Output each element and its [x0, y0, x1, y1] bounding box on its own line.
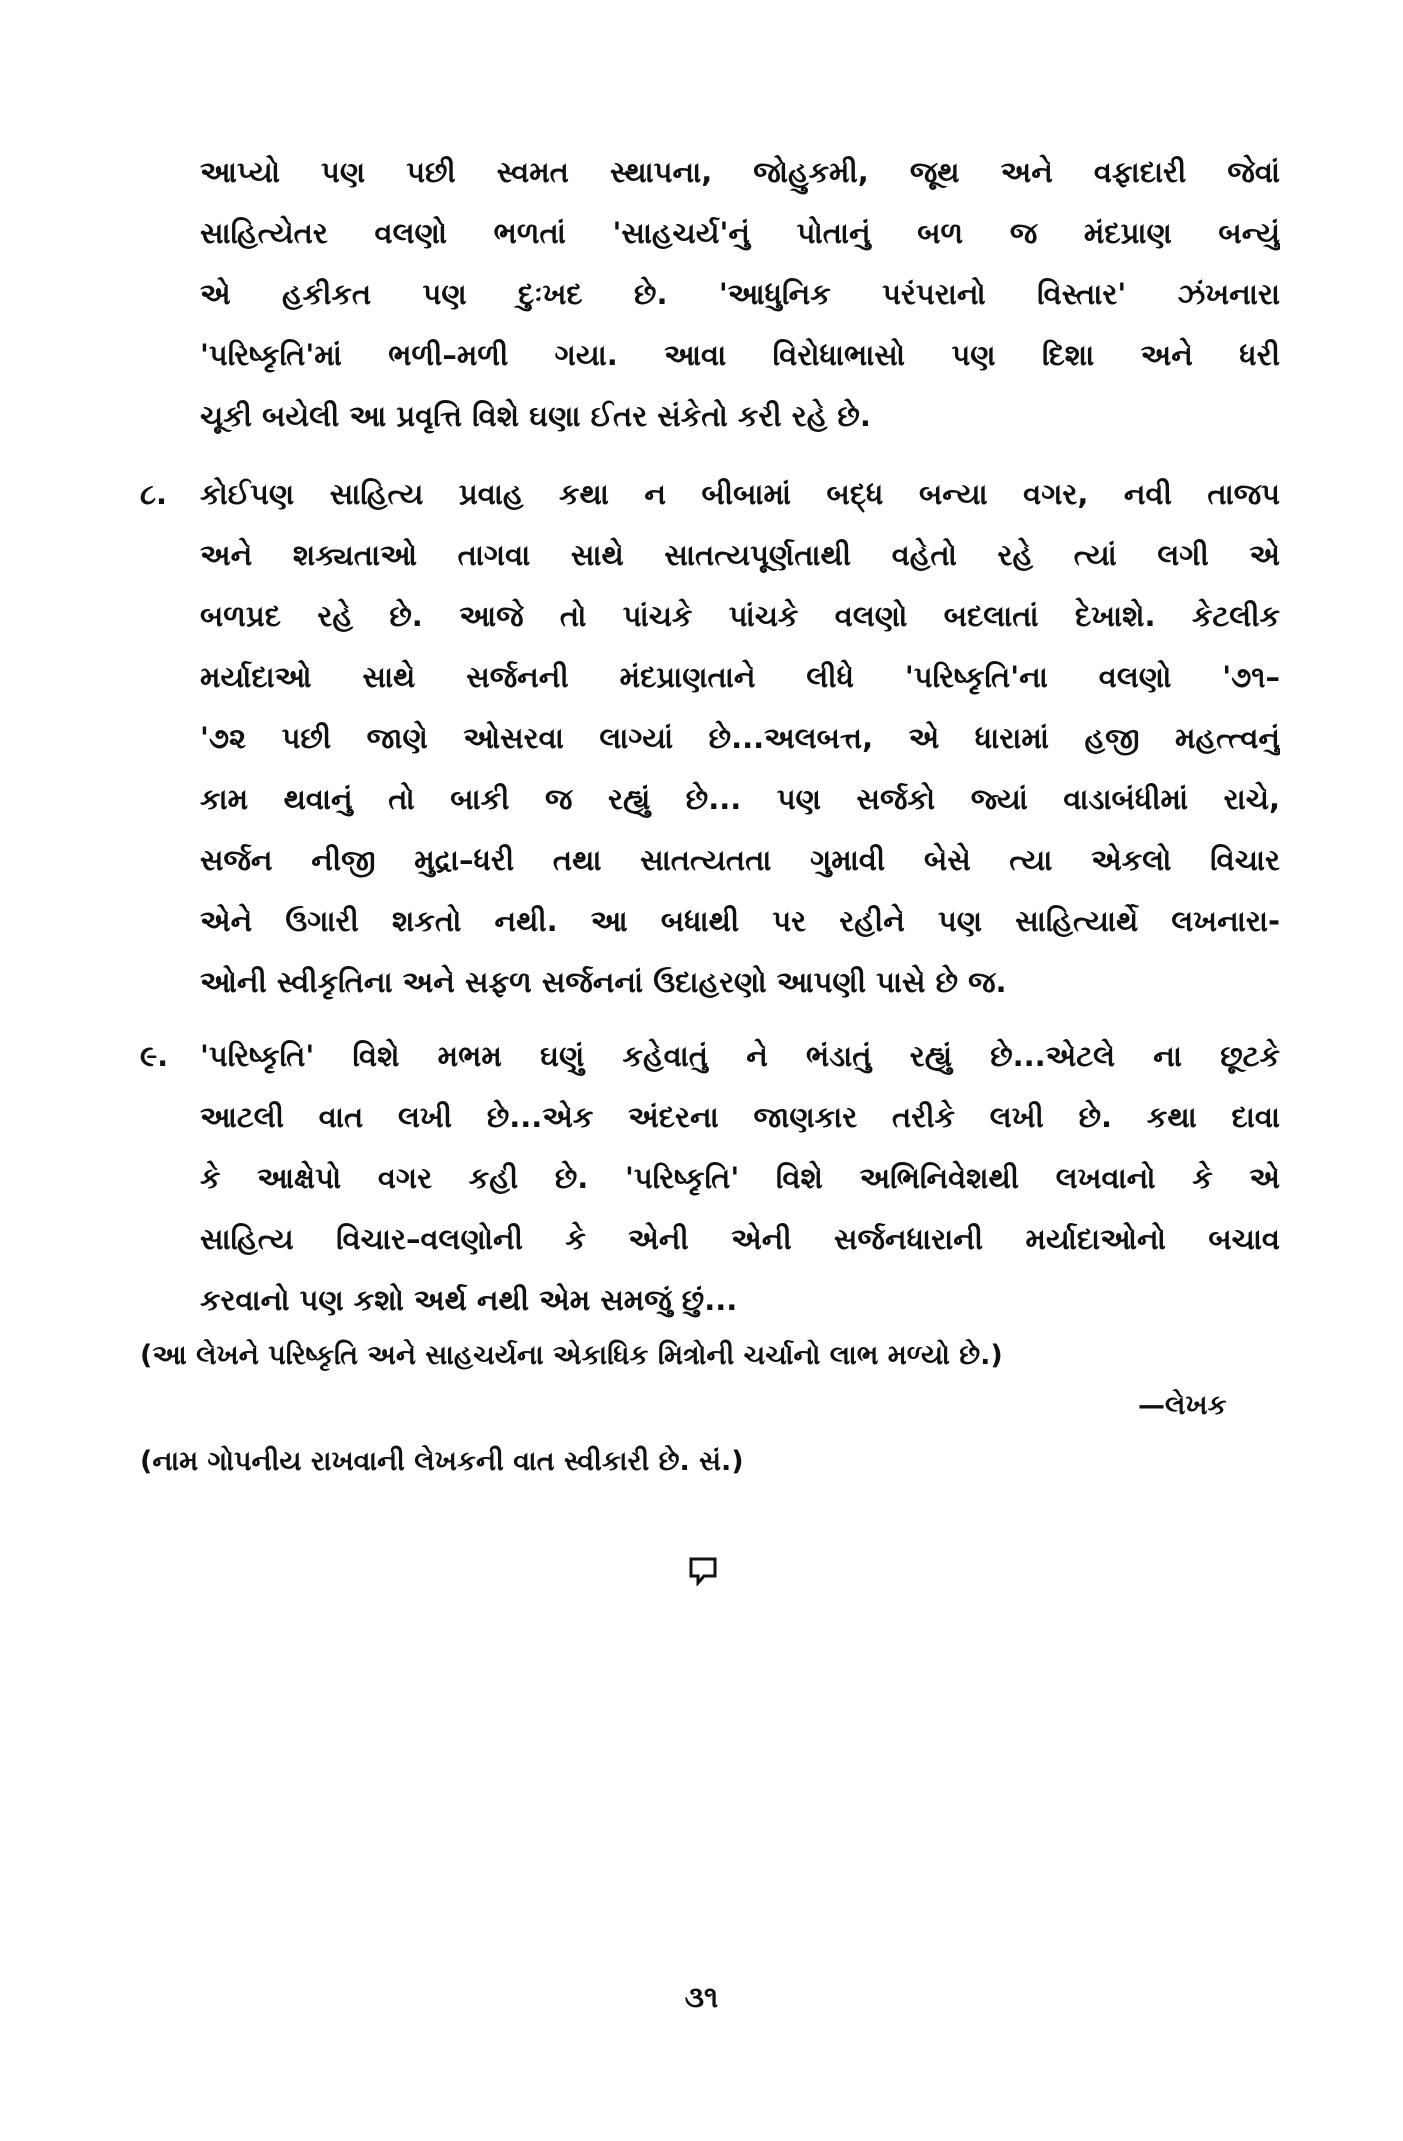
- text-line: કે આક્ષેપો વગર કહી છે. 'પરિષ્કૃતિ' વિશે અભિનિવેશથી લખવાનો કે એ: [200, 1161, 1280, 1195]
- text-line: 'પરિષ્કૃતિ' વિશે મભમ ઘણું કહેવાતું ને ભંડાતું રહ્યું છે...એટલે ના છૂટકે: [200, 1039, 1280, 1073]
- author-signature: —લેખક: [1138, 1390, 1227, 1421]
- text-line: આટલી વાત લખી છે...એક અંદરના જાણકાર તરીકે લખી છે. કથા દાવા: [200, 1100, 1280, 1134]
- text-line: કોઈપણ સાહિત્ય પ્રવાહ કથા ન બીબામાં બદ્ધ બન્યા વગર, નવી તાજપ: [200, 477, 1280, 511]
- text-line: '૭૨ પછી જાણે ઓસરવા લાગ્યાં છે...અલબત્ત, એ ધારામાં હજી મહત્ત્વનું: [200, 721, 1280, 755]
- editor-note: (નામ ગોપનીય રાખવાની લેખકની વાત સ્વીકારી છે. સં.): [140, 1446, 744, 1477]
- item-9-paragraph: [200, 1026, 1280, 1331]
- acknowledgement-note: (આ લેખને પરિષ્કૃતિ અને સાહચર્યના એકાધિક મિત્રોની ચર્ચાનો લાભ મળ્યો છે.): [140, 1340, 1003, 1371]
- text-line: મર્યાદાઓ સાથે સર્જનની મંદપ્રાણતાને લીધે 'પરિષ્કૃતિ'ના વલણો '૭૧–: [200, 660, 1280, 694]
- text-line: આપ્યો પણ પછી સ્વમત સ્થાપના, જોહુકમી, જૂથ અને વફાદારી જેવાં: [200, 155, 1280, 189]
- text-line: અને શક્યતાઓ તાગવા સાથે સાતત્યપૂર્ણતાથી વહેતો રહે ત્યાં લગી એ: [200, 538, 1280, 572]
- text-line: ઓની સ્વીકૃતિના અને સફળ સર્જનનાં ઉદાહરણો આપણી પાસે છે જ.: [200, 965, 1007, 999]
- paragraph-intro: [200, 142, 1280, 447]
- text-line: સર્જન નીજી મુદ્રા–ધરી તથા સાતત્યતતા ગુમાવી બેસે ત્યા એકલો વિચાર: [200, 843, 1280, 877]
- item-8-number: ૮.: [140, 477, 167, 511]
- page-number: ૩૧: [684, 1980, 719, 2014]
- item-9-number: ૯.: [140, 1039, 169, 1073]
- text-line: બળપ્રદ રહે છે. આજે તો પાંચકે પાંચકે વલણો બદલાતાં દેખાશે. કેટલીક: [200, 599, 1280, 633]
- text-line: ચૂકી બયેલી આ પ્રવૃત્તિ વિશે ઘણા ઈતર સંકેતો કરી રહે છે.: [200, 399, 871, 433]
- text-line: સાહિત્યેતર વલણો ભળતાં 'સાહચર્ય'નું પોતાનું બળ જ મંદપ્રાણ બન્યું: [200, 216, 1280, 250]
- item-8-paragraph: [200, 464, 1280, 1013]
- text-line: કામ થવાનું તો બાકી જ રહ્યું છે... પણ સર્જકો જ્યાં વાડાબંધીમાં રાચે,: [200, 782, 1280, 816]
- text-line: કરવાનો પણ કશો અર્થ નથી એમ સમજું છું...: [200, 1283, 738, 1317]
- text-line: એ હકીકત પણ દુઃખદ છે. 'આધુનિક પરંપરાનો વિસ્તાર' ઝંખનારા: [200, 277, 1280, 311]
- text-line: 'પરિષ્કૃતિ'માં ભળી–મળી ગયા. આવા વિરોધાભાસો પણ દિશા અને ધરી: [200, 338, 1280, 372]
- text-line: સાહિત્ય વિચાર–વલણોની કે એની એની સર્જનધારાની મર્યાદાઓનો બચાવ: [200, 1222, 1280, 1256]
- end-of-article-icon: [688, 1556, 718, 1586]
- text-line: એને ઉગારી શકતો નથી. આ બધાથી પર રહીને પણ સાહિત્યાર્થે લખનારા-: [200, 904, 1280, 938]
